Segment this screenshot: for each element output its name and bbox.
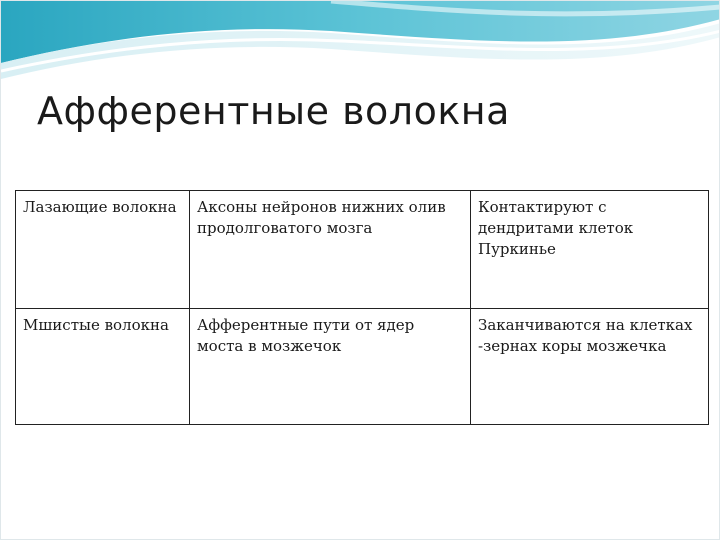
fiber-source-cell: Аксоны нейронов нижних олив продолговатого мозга xyxy=(190,191,471,309)
fiber-name-cell: Лазающие волокна xyxy=(16,191,190,309)
fiber-target-cell: Заканчиваются на клетках -зернах коры мозжечка xyxy=(471,309,709,425)
fiber-source-cell: Афферентные пути от ядер моста в мозжечок xyxy=(190,309,471,425)
table-row xyxy=(16,191,709,309)
fiber-target-cell: Контактируют с дендритами клеток Пуркинье xyxy=(471,191,709,309)
fibers-table xyxy=(15,190,709,425)
fiber-name-cell: Мшистые волокна xyxy=(16,309,190,425)
header-wave-decoration xyxy=(1,1,720,91)
table-row xyxy=(16,309,709,425)
slide-title: Афферентные волокна xyxy=(37,89,510,133)
